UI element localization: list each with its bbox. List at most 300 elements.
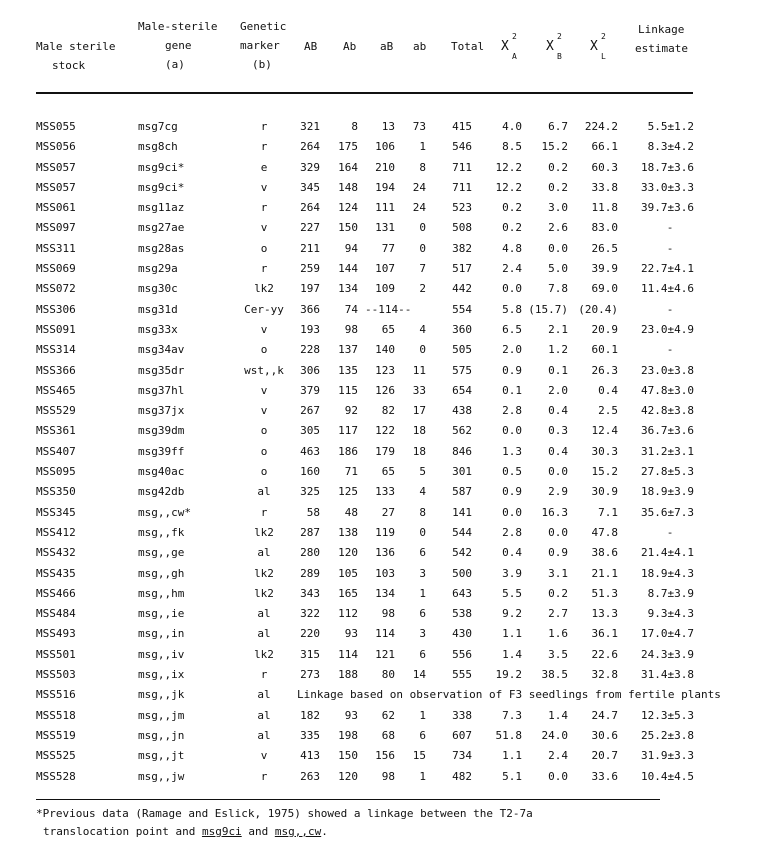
cell-Ab: 120 <box>338 769 358 783</box>
cell-ab: 7 <box>419 262 426 276</box>
cell-AB: 193 <box>300 322 320 336</box>
header-gene-line3: (a) <box>165 58 185 71</box>
cell-ab: 6 <box>419 728 426 742</box>
table-row <box>0 482 779 502</box>
cell-gene: msg40ac <box>138 465 185 479</box>
cell-gene: msg42db <box>138 485 185 499</box>
header-Ab: Ab <box>343 40 357 53</box>
footnote <box>36 805 533 841</box>
footnote-rule <box>36 799 660 800</box>
header-marker-line2: marker <box>240 39 280 52</box>
cell-gene: msg,,gh <box>138 566 185 580</box>
cell-xL: 26.3 <box>591 363 618 377</box>
cell-total: 438 <box>452 404 472 418</box>
cell-ab: 24 <box>412 201 426 215</box>
cell-xA: 1.4 <box>502 647 522 661</box>
cell-total: 301 <box>452 465 472 479</box>
cell-Ab: 92 <box>344 404 358 418</box>
cell-est: - <box>666 302 674 316</box>
cell-xB: 16.3 <box>541 505 568 519</box>
cell-est: 18.7±3.6 <box>641 160 694 174</box>
cell-est: 27.8±5.3 <box>641 465 694 479</box>
cell-marker: al <box>257 708 271 722</box>
table-row <box>0 279 779 299</box>
cell-est: 25.2±3.8 <box>641 728 694 742</box>
cell-stock: MSS366 <box>36 363 76 377</box>
header-chi-l-sup: 2 <box>601 32 606 41</box>
header-marker-line3: (b) <box>252 58 272 71</box>
cell-xL: 83.0 <box>591 221 618 235</box>
cell-Ab: 175 <box>338 140 358 154</box>
cell-est: 31.4±3.8 <box>641 668 694 682</box>
cell-xB: 1.2 <box>548 343 568 357</box>
cell-aB: 119 <box>375 525 395 539</box>
cell-aB: 114 <box>375 627 395 641</box>
cell-xA: 0.2 <box>502 221 522 235</box>
cell-est: 35.6±7.3 <box>641 505 694 519</box>
cell-stock: MSS493 <box>36 627 76 641</box>
cell-xA: 0.5 <box>502 465 522 479</box>
cell-ab: 1 <box>419 140 426 154</box>
cell-gene: msg,,ix <box>138 668 185 682</box>
cell-xA: 5.8 <box>502 302 522 316</box>
cell-AB: 315 <box>300 647 320 661</box>
footnote-and: and <box>241 825 275 838</box>
cell-aB: 140 <box>375 343 395 357</box>
cell-total: 555 <box>452 668 472 682</box>
cell-Ab: 135 <box>338 363 358 377</box>
cell-xB: 0.3 <box>548 424 568 438</box>
cell-aB: 126 <box>375 383 395 397</box>
cell-aB: 156 <box>375 749 395 763</box>
cell-xL: 20.9 <box>591 322 618 336</box>
cell-xA: 19.2 <box>495 668 522 682</box>
cell-ab: 5 <box>419 465 426 479</box>
cell-aB: 13 <box>381 120 395 133</box>
cell-gene: msg,,fk <box>138 525 185 539</box>
cell-stock: MSS466 <box>36 586 76 600</box>
cell-est: 12.3±5.3 <box>641 708 694 722</box>
cell-xB: 0.1 <box>548 363 568 377</box>
cell-xB: 0.9 <box>548 546 568 560</box>
cell-gene: msg39ff <box>138 444 185 458</box>
cell-Ab: 71 <box>344 465 358 479</box>
cell-total: 546 <box>452 140 472 154</box>
cell-xA: 0.4 <box>502 546 522 560</box>
cell-est: 18.9±3.9 <box>641 485 694 499</box>
cell-stock: MSS516 <box>36 688 76 702</box>
cell-gene: msg9ci* <box>138 180 185 194</box>
cell-total: 338 <box>452 708 472 722</box>
cell-xB: 0.4 <box>548 404 568 418</box>
header-gene-line2: gene <box>165 39 192 52</box>
table-row <box>0 645 779 665</box>
cell-stock: MSS350 <box>36 485 76 499</box>
cell-stock: MSS095 <box>36 465 76 479</box>
header-chi-b-sup: 2 <box>557 32 562 41</box>
cell-Ab: 186 <box>338 444 358 458</box>
cell-xL: (20.4) <box>578 302 618 316</box>
cell-gene: msg,,cw* <box>138 505 191 519</box>
table-row <box>0 564 779 584</box>
cell-Ab: 137 <box>338 343 358 357</box>
cell-xA: 2.0 <box>502 343 522 357</box>
cell-xB: 0.2 <box>548 586 568 600</box>
cell-aB: 133 <box>375 485 395 499</box>
cell-total: 575 <box>452 363 472 377</box>
cell-Ab: 120 <box>338 546 358 560</box>
table-row <box>0 137 779 157</box>
cell-xL: 36.1 <box>591 627 618 641</box>
cell-total: 554 <box>452 302 472 316</box>
cell-stock: MSS055 <box>36 120 76 133</box>
cell-aB: 179 <box>375 444 395 458</box>
cell-gene: msg,,hm <box>138 586 185 600</box>
cell-est: 47.8±3.0 <box>641 383 694 397</box>
header-stock-line1: Male sterile <box>36 40 116 53</box>
cell-xB: 6.7 <box>548 120 568 133</box>
cell-AB: 263 <box>300 769 320 783</box>
cell-xA: 0.2 <box>502 201 522 215</box>
cell-est: 24.3±3.9 <box>641 647 694 661</box>
cell-marker: v <box>260 221 268 235</box>
cell-AB: 58 <box>306 505 320 519</box>
cell-xA: 8.5 <box>502 140 522 154</box>
cell-ab: 1 <box>419 586 426 600</box>
cell-aB: 68 <box>381 728 395 742</box>
cell-total: 587 <box>452 485 472 499</box>
cell-stock: MSS501 <box>36 647 76 661</box>
cell-marker: al <box>257 728 271 742</box>
cell-AB: 321 <box>300 120 320 133</box>
cell-total: 544 <box>452 525 472 539</box>
cell-xA: 1.3 <box>502 444 522 458</box>
cell-stock: MSS518 <box>36 708 76 722</box>
cell-xB: 0.0 <box>548 241 568 255</box>
cell-AB: 264 <box>300 140 320 154</box>
cell-Ab: 93 <box>344 627 358 641</box>
cell-xL: 47.8 <box>591 525 618 539</box>
cell-xA: 2.4 <box>502 262 522 276</box>
cell-aB: 194 <box>375 180 395 194</box>
cell-ab: 4 <box>419 322 426 336</box>
cell-xL: 11.8 <box>591 201 618 215</box>
cell-total: 562 <box>452 424 472 438</box>
cell-gene: msg,,ge <box>138 546 185 560</box>
table-row <box>0 218 779 238</box>
cell-xA: 4.0 <box>502 120 522 133</box>
cell-xB: 7.8 <box>548 282 568 296</box>
cell-stock: MSS345 <box>36 505 76 519</box>
cell-stock: MSS057 <box>36 180 76 194</box>
cell-stock: MSS306 <box>36 302 76 316</box>
header-chi-l: X <box>590 39 598 54</box>
cell-xA: 7.3 <box>502 708 522 722</box>
cell-xL: 0.4 <box>598 383 618 397</box>
cell-Ab: 188 <box>338 668 358 682</box>
cell-aB: 82 <box>381 404 395 418</box>
cell-total: 711 <box>452 160 472 174</box>
footnote-gene-msg9ci: msg9ci <box>201 825 242 838</box>
cell-total: 654 <box>452 383 472 397</box>
cell-total: 643 <box>452 586 472 600</box>
cell-stock: MSS503 <box>36 668 76 682</box>
cell-xB: 0.2 <box>548 180 568 194</box>
cell-xA: 12.2 <box>495 180 522 194</box>
cell-xA: 0.9 <box>502 363 522 377</box>
cell-marker: e <box>260 160 268 174</box>
cell-est: 23.0±3.8 <box>641 363 694 377</box>
table-row <box>0 767 779 787</box>
cell-xB: 3.5 <box>548 647 568 661</box>
header-stock <box>36 37 115 75</box>
cell-marker: r <box>260 120 268 133</box>
cell-gene: msg37hl <box>138 383 185 397</box>
header-linkage-line2: estimate <box>635 42 688 55</box>
cell-stock: MSS528 <box>36 769 76 783</box>
cell-marker: o <box>260 343 268 357</box>
cell-total: 382 <box>452 241 472 255</box>
cell-aB: 98 <box>381 769 395 783</box>
cell-est: - <box>666 525 674 539</box>
cell-xL: 24.7 <box>591 708 618 722</box>
cell-marker: r <box>260 140 268 154</box>
cell-xB: 2.9 <box>548 485 568 499</box>
cell-xL: 38.6 <box>591 546 618 560</box>
cell-xB: 0.0 <box>548 525 568 539</box>
cell-xA: 0.0 <box>502 282 522 296</box>
table-row <box>0 685 779 705</box>
cell-aB: 103 <box>375 566 395 580</box>
header-rule <box>36 92 693 94</box>
cell-xA: 2.8 <box>502 525 522 539</box>
cell-total: 517 <box>452 262 472 276</box>
cell-xL: 30.3 <box>591 444 618 458</box>
cell-aB: 109 <box>375 282 395 296</box>
cell-est: 36.7±3.6 <box>641 424 694 438</box>
table-row <box>0 604 779 624</box>
cell-gene: msg,,jw <box>138 769 185 783</box>
cell-xA: 1.1 <box>502 627 522 641</box>
cell-Ab: 74 <box>344 302 358 316</box>
cell-AB: 264 <box>300 201 320 215</box>
cell-aB: 80 <box>381 668 395 682</box>
cell-xB: 1.4 <box>548 708 568 722</box>
header-linkage <box>635 20 688 58</box>
cell-est: 18.9±4.3 <box>641 566 694 580</box>
cell-marker: al <box>257 688 271 702</box>
cell-ab: 3 <box>419 627 426 641</box>
cell-xL: 51.3 <box>591 586 618 600</box>
cell-total: 734 <box>452 749 472 763</box>
cell-AB: 345 <box>300 180 320 194</box>
cell-Ab: 198 <box>338 728 358 742</box>
cell-aB: 27 <box>381 505 395 519</box>
cell-ab: 6 <box>419 607 426 621</box>
cell-marker: o <box>260 424 268 438</box>
cell-marker: r <box>260 262 268 276</box>
cell-Ab: 125 <box>338 485 358 499</box>
cell-AB: 322 <box>300 607 320 621</box>
cell-total: 482 <box>452 769 472 783</box>
cell-gene: msg35dr <box>138 363 185 377</box>
cell-xB: 24.0 <box>541 728 568 742</box>
cell-stock: MSS525 <box>36 749 76 763</box>
cell-xB: 2.0 <box>548 383 568 397</box>
cell-marker: al <box>257 546 271 560</box>
cell-Ab: 150 <box>338 749 358 763</box>
cell-aB: 121 <box>375 647 395 661</box>
cell-ab: 3 <box>419 566 426 580</box>
cell-aB: 122 <box>375 424 395 438</box>
cell-AB: 273 <box>300 668 320 682</box>
cell-AB: 220 <box>300 627 320 641</box>
cell-est: 9.3±4.3 <box>647 607 694 621</box>
cell-marker: o <box>260 465 268 479</box>
cell-ab: 8 <box>419 160 426 174</box>
cell-xL: 60.1 <box>591 343 618 357</box>
table-row <box>0 259 779 279</box>
cell-total: 711 <box>452 180 472 194</box>
cell-AB: 306 <box>300 363 320 377</box>
cell-xL: 39.9 <box>591 262 618 276</box>
cell-AB: 329 <box>300 160 320 174</box>
cell-stock: MSS069 <box>36 262 76 276</box>
cell-gene: msg,,iv <box>138 647 185 661</box>
cell-gene: msg,,jm <box>138 708 185 722</box>
header-marker-line1: Genetic <box>240 20 287 33</box>
cell-stock: MSS432 <box>36 546 76 560</box>
cell-xL: 69.0 <box>591 282 618 296</box>
cell-gene: msg33x <box>138 322 178 336</box>
cell-xL: 32.8 <box>591 668 618 682</box>
cell-est: 8.3±4.2 <box>647 140 694 154</box>
cell-aB: 106 <box>375 140 395 154</box>
cell-ab: 0 <box>419 525 426 539</box>
cell-aB: 134 <box>375 586 395 600</box>
cell-xA: 0.0 <box>502 505 522 519</box>
data-table-body <box>0 117 779 787</box>
cell-xL: 33.8 <box>591 180 618 194</box>
cell-marker: lk2 <box>254 525 274 539</box>
cell-gene: msg,,jt <box>138 749 185 763</box>
cell-ab: 11 <box>412 363 426 377</box>
footnote-line2 <box>36 823 533 841</box>
cell-est: 8.7±3.9 <box>647 586 694 600</box>
cell-ab: 0 <box>419 221 426 235</box>
cell-AB: 366 <box>300 302 320 316</box>
cell-xA: 2.8 <box>502 404 522 418</box>
table-row <box>0 523 779 543</box>
table-row <box>0 239 779 259</box>
cell-total: 505 <box>452 343 472 357</box>
cell-marker: lk2 <box>254 282 274 296</box>
cell-xL: 30.6 <box>591 728 618 742</box>
header-gene-line1: Male-sterile <box>138 20 218 33</box>
cell-stock: MSS484 <box>36 607 76 621</box>
cell-xB: 15.2 <box>541 140 568 154</box>
cell-AB: 335 <box>300 728 320 742</box>
cell-xB: 0.2 <box>548 160 568 174</box>
cell-xL: 60.3 <box>591 160 618 174</box>
cell-total: 430 <box>452 627 472 641</box>
cell-total: 542 <box>452 546 472 560</box>
cell-total: 556 <box>452 647 472 661</box>
cell-marker: r <box>260 201 268 215</box>
cell-gene: msg,,ie <box>138 607 185 621</box>
cell-xB: 0.0 <box>548 465 568 479</box>
cell-stock: MSS407 <box>36 444 76 458</box>
cell-xA: 3.9 <box>502 566 522 580</box>
cell-xB: 2.1 <box>548 322 568 336</box>
cell-Ab: 48 <box>344 505 358 519</box>
cell-marker: Cer-yy <box>244 302 284 316</box>
cell-xA: 0.1 <box>502 383 522 397</box>
table-row <box>0 320 779 340</box>
cell-aB: 136 <box>375 546 395 560</box>
footnote-gene-msgcw: msg,,cw <box>274 825 322 838</box>
table-row <box>0 361 779 381</box>
cell-xA: 5.1 <box>502 769 522 783</box>
header-chi-a: X <box>501 39 509 54</box>
cell-marker: v <box>260 404 268 418</box>
table-row <box>0 117 779 137</box>
cell-stock: MSS057 <box>36 160 76 174</box>
cell-marker: v <box>260 749 268 763</box>
cell-xB: 0.4 <box>548 444 568 458</box>
cell-AB: 289 <box>300 566 320 580</box>
cell-total: 523 <box>452 201 472 215</box>
cell-xB: (15.7) <box>528 302 568 316</box>
cell-stock: MSS061 <box>36 201 76 215</box>
cell-gene: msg9ci* <box>138 160 185 174</box>
table-row <box>0 300 779 320</box>
cell-est: 42.8±3.8 <box>641 404 694 418</box>
cell-AB: 463 <box>300 444 320 458</box>
cell-xL: 12.4 <box>591 424 618 438</box>
cell-gene: msg37jx <box>138 404 185 418</box>
cell-ab: 1 <box>419 708 426 722</box>
header-AB: AB <box>304 40 318 53</box>
header-chi-b-sub: B <box>557 52 562 61</box>
table-row <box>0 462 779 482</box>
cell-Ab: 8 <box>351 120 358 133</box>
cell-stock: MSS056 <box>36 140 76 154</box>
cell-ab: 1 <box>419 769 426 783</box>
table-row <box>0 706 779 726</box>
cell-AB: 259 <box>300 262 320 276</box>
cell-xA: 12.2 <box>495 160 522 174</box>
table-row <box>0 198 779 218</box>
header-linkage-line1: Linkage <box>638 23 685 36</box>
cell-marker: wst,,k <box>244 363 284 377</box>
cell-gene: msg,,jk <box>138 688 185 702</box>
cell-aB: 131 <box>375 221 395 235</box>
header-aB: aB <box>380 40 394 53</box>
cell-xB: 5.0 <box>548 262 568 276</box>
table-row <box>0 584 779 604</box>
cell-est: 39.7±3.6 <box>641 201 694 215</box>
cell-gene: msg11az <box>138 201 185 215</box>
cell-marker: r <box>260 668 268 682</box>
cell-Ab: 150 <box>338 221 358 235</box>
cell-AB: 305 <box>300 424 320 438</box>
cell-marker: lk2 <box>254 566 274 580</box>
cell-ab: 73 <box>412 120 426 133</box>
cell-total: 508 <box>452 221 472 235</box>
cell-est: - <box>666 241 674 255</box>
cell-marker: v <box>260 383 268 397</box>
